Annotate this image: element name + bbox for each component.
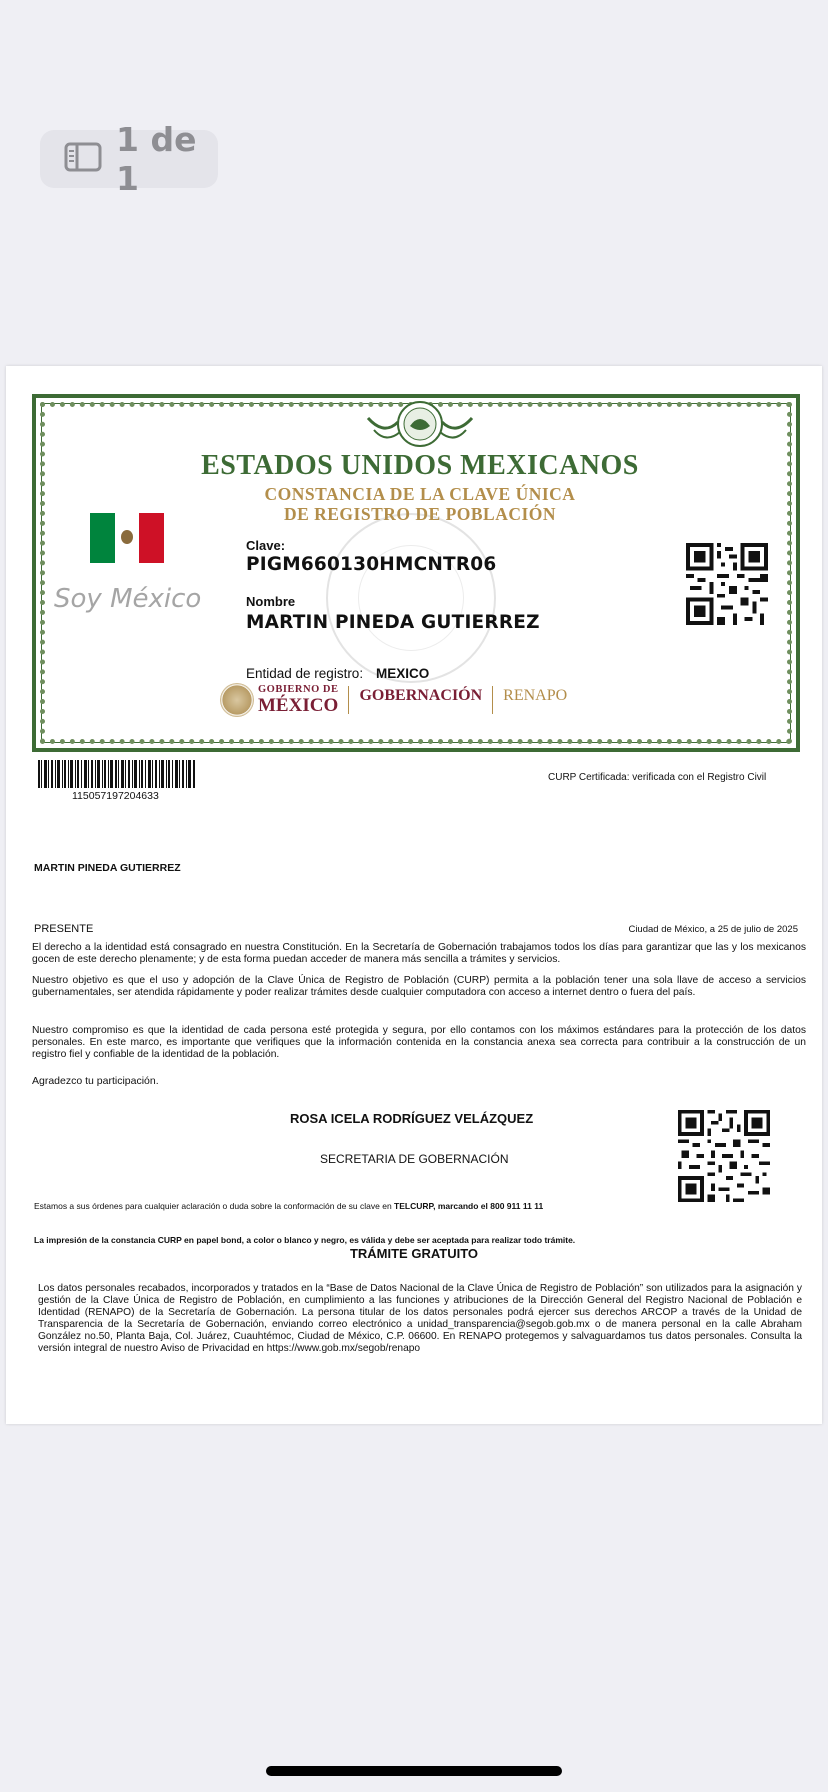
gobernacion-fine-print (359, 707, 482, 712)
clave-value: PIGM660130HMCNTR06 (246, 554, 497, 575)
curp-certificate (32, 394, 800, 752)
clave-label: Clave: (246, 538, 286, 553)
logo-divider (348, 686, 349, 714)
letter-presente: PRESENTE (34, 923, 94, 935)
gob-line2: MÉXICO (258, 694, 339, 716)
cert-subtitle-line2: DE REGISTRO DE POBLACIÓN (283, 504, 557, 524)
national-seal-icon (364, 400, 476, 452)
renapo-text: RENAPO (503, 687, 568, 705)
signatory-name: ROSA ICELA RODRÍGUEZ VELÁZQUEZ (290, 1111, 534, 1126)
gobierno-seal-icon (220, 683, 254, 717)
nombre-value: MARTIN PINEDA GUTIERREZ (246, 612, 540, 633)
contact-note (34, 1201, 543, 1211)
entidad-label: Entidad de registro: (246, 666, 364, 681)
page-indicator[interactable] (40, 120, 218, 198)
page-count-label: 1 de 1 (116, 120, 197, 198)
letter-paragraph-2: Nuestro objetivo es que el uso y adopción de la Clave Única de Registro de Población (CURP) permita a la población tener una sola llave de acceso a servicios gubernamentales, ser atendida rápidamente y poder realizar trámites desde cualquier computadora con acceso a internet dentro o fuera del país. (32, 975, 806, 998)
document-page (6, 366, 822, 1424)
letter-date: Ciudad de México, a 25 de julio de 2025 (628, 924, 798, 935)
contact-note-text: Estamos a sus órdenes para cualquier aclaración o duda sobre la conformación de su clave en (34, 1201, 395, 1211)
soy-mexico-label: Soy México (54, 584, 202, 614)
letter-recipient: MARTIN PINEDA GUTIERREZ (34, 862, 181, 874)
qr-code-icon (686, 543, 768, 625)
gobierno-de-mexico-logo (258, 685, 338, 715)
mexico-flag-icon (90, 513, 164, 563)
gobernacion-text: GOBERNACIÓN (359, 687, 483, 704)
printing-validity-note: La impresión de la constancia CURP en papel bond, a color o blanco y negro, es válida y debe ser aceptada para realizar todo trámite. (34, 1235, 576, 1245)
renapo-fine-print (503, 707, 567, 712)
gob-line1: GOBIERNO DE (258, 684, 339, 696)
watermark-seal (326, 513, 496, 683)
logo-divider (492, 686, 493, 714)
letter-thanks: Agradezco tu participación. (32, 1075, 159, 1087)
barcode-number: 115057197204633 (72, 790, 159, 802)
curp-certified-note: CURP Certificada: verificada con el Registro Civil (548, 772, 767, 783)
nombre-label: Nombre (246, 594, 296, 609)
home-indicator[interactable] (266, 1766, 562, 1776)
qr-code-icon (678, 1110, 770, 1202)
letter-paragraph-3: Nuestro compromiso es que la identidad de cada persona esté protegida y segura, por ello contamos con los máximos estándares para la protección de los datos personales. En este marco, es importante que verifiques que la información contenida en la constancia anexa sea correcta para contribuir a la construcción de un registro fiel y confiable de la identidad de la población. (32, 1025, 806, 1060)
telcurp-phone: TELCURP, marcando el 800 911 11 11 (394, 1201, 544, 1211)
letter-paragraph-1: El derecho a la identidad está consagrado en nuestra Constitución. En la Secretaría de Gobernación trabajamos todos los días para garantizar que las y los mexicanos gocen de este derecho plenamente; y de esta forma puedan acceder de manera más sencilla a trámites y servicios. (32, 942, 806, 965)
gobernacion-logo (359, 688, 482, 712)
barcode-icon (38, 760, 196, 788)
government-logos (220, 682, 567, 718)
entidad-value: MEXICO (376, 666, 430, 681)
signatory-title: SECRETARIA DE GOBERNACIÓN (320, 1152, 509, 1166)
sidebar-toggle-icon[interactable] (64, 142, 102, 177)
privacy-notice: Los datos personales recabados, incorporados y tratados en la “Base de Datos Nacional de la Clave Única de Registro de Población” son utilizados para la asignación y gestión de la Clave Única de Registro de Población, en cumplimiento a las funciones y atribuciones de la Dirección General del Registro Nacional de Población e Identidad (RENAPO) de la Secretaría de Gobernación. La persona titular de los datos personales podrá ejercer sus derechos ARCOP a través de la Unidad de Transparencia de la Secretaría de Gobernación, enviando correo electrónico a unidad_transparencia@segob.gob.mx o de manera personal en la calle Abraham González no.50, Planta Baja, Col. Juárez, Cuauhtémoc, Ciudad de México, C.P. 06600. En RENAPO protegemos y salvaguardamos tus datos personales. Consulta la versión integral de nuestro Aviso de Privacidad en https://www.gob.mx/segob/renapo (38, 1283, 802, 1354)
renapo-logo (503, 688, 567, 712)
cert-title: ESTADOS UNIDOS MEXICANOS (201, 450, 639, 481)
tramite-gratuito: TRÁMITE GRATUITO (349, 1246, 479, 1261)
cert-subtitle-line1: CONSTANCIA DE LA CLAVE ÚNICA (264, 484, 576, 504)
